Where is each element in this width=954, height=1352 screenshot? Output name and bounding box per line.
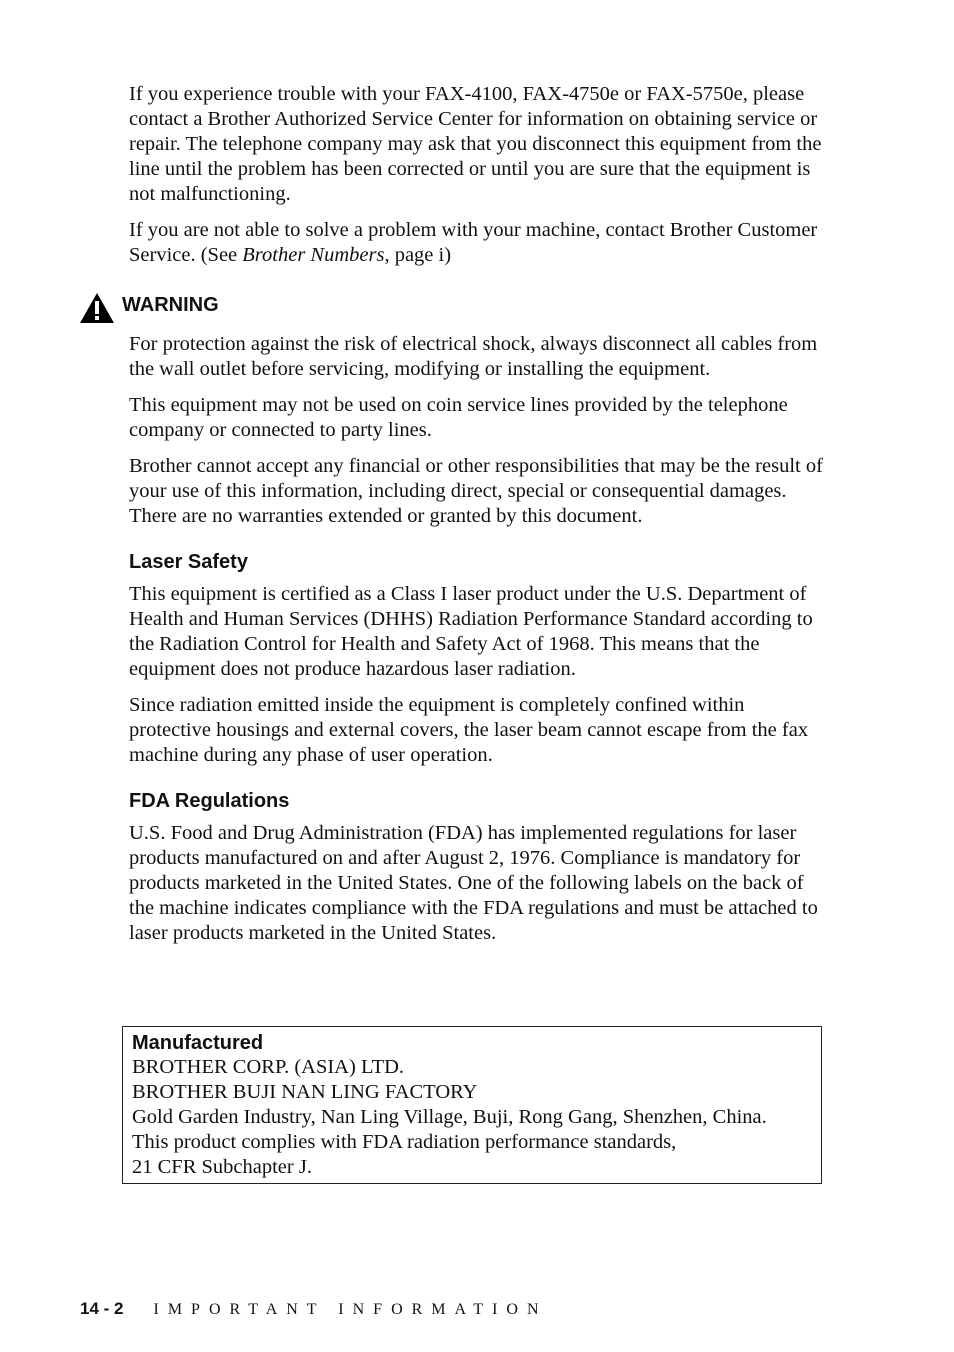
label-line: BROTHER BUJI NAN LING FACTORY (132, 1081, 478, 1103)
warning-paragraph-2: This equipment may not be used on coin service lines provided by the telephone company or connected to party lines. (129, 394, 788, 441)
main-content (122, 82, 829, 957)
label-title: Manufactured (132, 1032, 264, 1054)
intro-paragraph-2 (129, 218, 829, 268)
laser-safety-heading: Laser Safety (129, 551, 248, 573)
fda-paragraph-1: U.S. Food and Drug Administration (FDA) has implemented regulations for laser products manufactured on and after August 2, 1976. Compliance is mandatory for products marketed in the United States. One of the following labels on the back of the machine indicates compliance with the FDA regulations and must be attached to laser products marketed in the United States. (129, 822, 818, 944)
manufacturer-label-box (122, 1026, 822, 1184)
intro-paragraph-2-start: If you are not able to solve a problem with your machine, contact Brother Customer Service. (See (129, 219, 818, 266)
intro-paragraph-2-end: , page i) (384, 244, 452, 266)
intro-paragraph-1: If you experience trouble with your FAX-4100, FAX-4750e or FAX-5750e, please contact a Brother Authorized Service Center for information on obtaining service or repair. The telephone company may ask that you disconnect this equipment from the line until the problem has been corrected or until you are sure that the equipment is not malfunctioning. (129, 83, 822, 205)
page-number: 14 - 2 (80, 1299, 124, 1318)
laser-safety-paragraph-2: Since radiation emitted inside the equipment is completely confined within protective housings and external covers, the laser beam cannot escape from the fax machine during any phase of user operation. (129, 694, 809, 766)
laser-safety-paragraph-1: This equipment is certified as a Class I laser product under the U.S. Department of Health and Human Services (DHHS) Radiation Performance Standard according to the Radiation Control for Health and Safety Act of 1968. This means that the equipment does not produce hazardous laser radiation. (129, 583, 813, 680)
fda-regulations-heading: FDA Regulations (129, 790, 290, 812)
label-line: 21 CFR Subchapter J. (132, 1156, 312, 1178)
warning-header (122, 292, 829, 322)
warning-paragraph-3: Brother cannot accept any financial or other responsibilities that may be the result of your use of this information, including direct, special or consequential damages. There are no warranties extended or granted by this document. (129, 455, 823, 527)
brother-numbers-reference: Brother Numbers (242, 244, 385, 266)
label-line: This product complies with FDA radiation performance standards, (132, 1131, 677, 1153)
warning-triangle-icon (79, 292, 115, 324)
label-line: Gold Garden Industry, Nan Ling Village, Buji, Rong Gang, Shenzhen, China. (132, 1106, 767, 1128)
label-line: BROTHER CORP. (ASIA) LTD. (132, 1056, 405, 1078)
page-footer (80, 1299, 548, 1319)
warning-paragraph-1: For protection against the risk of electrical shock, always disconnect all cables from the wall outlet before servicing, modifying or installing the equipment. (129, 333, 818, 380)
footer-section-name: IMPORTANT INFORMATION (153, 1301, 548, 1318)
warning-title: WARNING (122, 294, 219, 316)
